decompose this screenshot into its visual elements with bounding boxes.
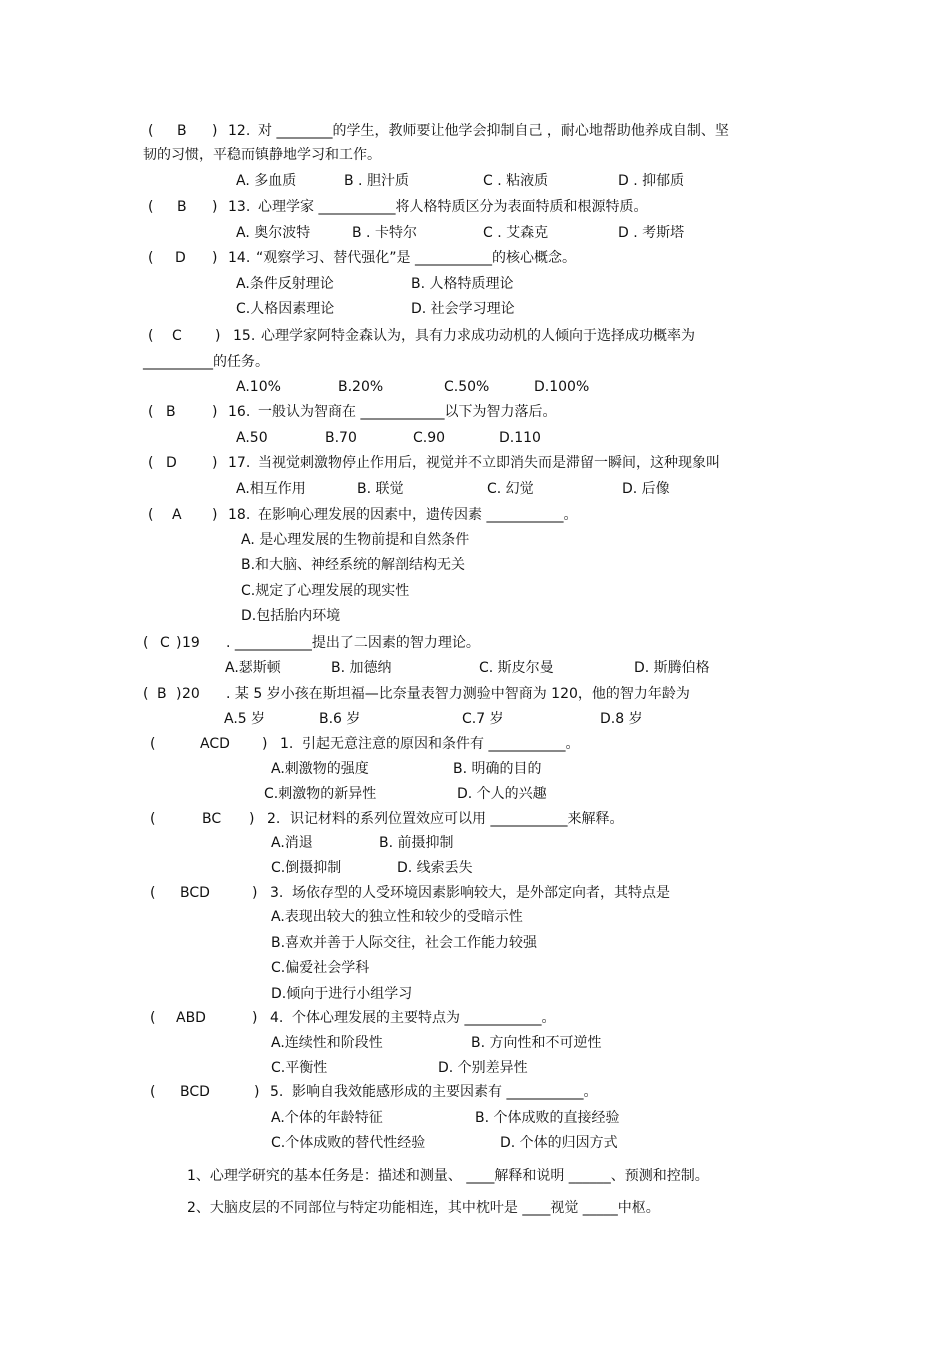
answer: D bbox=[166, 455, 177, 471]
option-a: A.消退 bbox=[271, 835, 313, 851]
option-b: B.6 岁 bbox=[319, 711, 361, 727]
option-a: A. 奥尔波特 bbox=[236, 225, 311, 241]
answer: B bbox=[177, 199, 187, 215]
option-c: C.刺激物的新异性 bbox=[264, 786, 377, 802]
option-c: C.偏爱社会学科 bbox=[271, 960, 370, 976]
option-a: A. 多血质 bbox=[236, 173, 297, 189]
option-a: A.表现出较大的独立性和较少的受暗示性 bbox=[271, 909, 523, 925]
option-b: B. 加德纳 bbox=[331, 660, 392, 676]
question-number: 17. bbox=[228, 455, 251, 471]
option-c: C.规定了心理发展的现实性 bbox=[241, 583, 410, 599]
option-a: A.个体的年龄特征 bbox=[271, 1110, 383, 1126]
bracket-open: ( bbox=[150, 1084, 156, 1100]
fill-question-2: 2、大脑皮层的不同部位与特定功能相连，其中枕叶是 ____视觉 _____中枢。 bbox=[187, 1200, 660, 1216]
option-c: C.7 岁 bbox=[462, 711, 504, 727]
option-b: B. 联觉 bbox=[357, 481, 404, 497]
option-c: C.90 bbox=[413, 430, 446, 446]
option-a: A.5 岁 bbox=[224, 711, 266, 727]
question-stem: 心理学家 ___________将人格特质区分为表面特质和根源特质。 bbox=[258, 199, 648, 215]
bracket-open: ( bbox=[143, 635, 149, 651]
question-number: 15. bbox=[233, 328, 256, 344]
question-number: 3. bbox=[270, 885, 284, 901]
option-c: C . 粘液质 bbox=[483, 173, 549, 189]
question-stem: 心理学家阿特金森认为，具有力求成功动机的人倾向于选择成功概率为 bbox=[261, 328, 695, 344]
question-stem-cont: __________的任务。 bbox=[143, 354, 269, 370]
option-a: A.连续性和阶段性 bbox=[271, 1035, 383, 1051]
answer: A bbox=[172, 507, 182, 523]
question-stem: . ___________提出了二因素的智力理论。 bbox=[226, 635, 480, 651]
option-c: C. 斯皮尔曼 bbox=[479, 660, 554, 676]
option-c: C . 艾森克 bbox=[483, 225, 549, 241]
option-d: D. 个体的归因方式 bbox=[500, 1135, 618, 1151]
bracket-open: ( bbox=[150, 1010, 156, 1026]
option-a: A.相互作用 bbox=[236, 481, 306, 497]
option-d: D. 斯腾伯格 bbox=[634, 660, 710, 676]
option-d: D. 线索丢失 bbox=[397, 860, 473, 876]
question-stem: 引起无意注意的原因和条件有 ___________。 bbox=[302, 736, 580, 752]
answer: C bbox=[160, 635, 170, 651]
option-c: C.倒摄抑制 bbox=[271, 860, 342, 876]
bracket-close: ) bbox=[254, 1084, 260, 1100]
question-number: 18. bbox=[228, 507, 251, 523]
option-a: A.50 bbox=[236, 430, 268, 446]
option-c: C.个体成败的替代性经验 bbox=[271, 1135, 426, 1151]
option-b: B. 个体成败的直接经验 bbox=[475, 1110, 620, 1126]
question-stem: 对 ________的学生，教师要让他学会抑制自己 ，耐心地帮助他养成自制、坚 bbox=[258, 123, 729, 139]
question-number: 13. bbox=[228, 199, 251, 215]
option-c: C.50% bbox=[444, 379, 490, 395]
bracket-close: ) bbox=[252, 885, 258, 901]
option-c: C.人格因素理论 bbox=[236, 301, 335, 317]
question-number: 2. bbox=[267, 811, 281, 827]
answer: ABD bbox=[176, 1010, 206, 1026]
question-number: 14. bbox=[228, 250, 251, 266]
bracket-close: ) bbox=[212, 507, 218, 523]
bracket-close: ) bbox=[212, 404, 218, 420]
option-d: D. 后像 bbox=[622, 481, 670, 497]
question-number: 5. bbox=[270, 1084, 284, 1100]
question-stem: 识记材料的系列位置效应可以用 ___________来解释。 bbox=[290, 811, 624, 827]
option-b: B. 明确的目的 bbox=[453, 761, 542, 777]
option-d: D.110 bbox=[499, 430, 541, 446]
option-d: D. 社会学习理论 bbox=[411, 301, 515, 317]
question-stem: 个体心理发展的主要特点为 ___________。 bbox=[292, 1010, 556, 1026]
answer: BCD bbox=[180, 1084, 210, 1100]
option-b: B. 方向性和不可逆性 bbox=[471, 1035, 602, 1051]
option-a: A.条件反射理论 bbox=[236, 276, 334, 292]
question-stem: 场依存型的人受环境因素影响较大，是外部定向者，其特点是 bbox=[292, 885, 670, 901]
bracket-open: ( bbox=[148, 199, 154, 215]
bracket-close: ) bbox=[212, 123, 218, 139]
option-d: D.倾向于进行小组学习 bbox=[271, 986, 413, 1002]
bracket-close: ) bbox=[215, 328, 221, 344]
answer: B bbox=[157, 686, 167, 702]
answer: D bbox=[175, 250, 186, 266]
option-c: C.平衡性 bbox=[271, 1060, 328, 1076]
option-d: D.8 岁 bbox=[600, 711, 643, 727]
bracket-close: ) bbox=[212, 199, 218, 215]
option-d: D. 个人的兴趣 bbox=[457, 786, 547, 802]
option-a: A.10% bbox=[236, 379, 281, 395]
option-b: B. 前摄抑制 bbox=[379, 835, 454, 851]
question-stem: 在影响心理发展的因素中，遗传因素 ___________。 bbox=[258, 507, 578, 523]
bracket-close: ) bbox=[212, 455, 218, 471]
answer: C bbox=[172, 328, 182, 344]
question-stem: 当视觉刺激物停止作用后，视觉并不立即消失而是滞留一瞬间，这种现象叫 bbox=[258, 455, 720, 471]
answer: BC bbox=[202, 811, 222, 827]
question-number: 19 bbox=[182, 635, 200, 651]
bracket-close: ) bbox=[176, 635, 182, 651]
option-b: B.20% bbox=[338, 379, 384, 395]
bracket-open: ( bbox=[148, 404, 154, 420]
option-a: A.瑟斯顿 bbox=[225, 660, 281, 676]
bracket-close: ) bbox=[176, 686, 182, 702]
question-stem: 影响自我效能感形成的主要因素有 ___________。 bbox=[292, 1084, 598, 1100]
option-a: A. 是心理发展的生物前提和自然条件 bbox=[241, 532, 470, 548]
bracket-open: ( bbox=[150, 885, 156, 901]
option-b: B.和大脑、神经系统的解剖结构无关 bbox=[241, 557, 466, 573]
question-stem: “观察学习、替代强化”是 ___________的核心概念。 bbox=[256, 250, 576, 266]
answer: B bbox=[177, 123, 187, 139]
option-d: D . 抑郁质 bbox=[618, 173, 685, 189]
question-number: 1. bbox=[280, 736, 294, 752]
bracket-open: ( bbox=[150, 736, 156, 752]
bracket-close: ) bbox=[262, 736, 268, 752]
fill-question-1: 1、心理学研究的基本任务是：描述和测量、 ____解释和说明 ______、预测和控制。 bbox=[187, 1168, 709, 1184]
bracket-open: ( bbox=[148, 455, 154, 471]
question-stem: . 某 5 岁小孩在斯坦福—比奈量表智力测验中智商为 120，他的智力年龄为 bbox=[226, 686, 690, 702]
question-number: 4. bbox=[270, 1010, 284, 1026]
answer: B bbox=[166, 404, 176, 420]
answer: BCD bbox=[180, 885, 210, 901]
option-d: D . 考斯塔 bbox=[618, 225, 685, 241]
option-b: B.喜欢并善于人际交往，社会工作能力较强 bbox=[271, 935, 538, 951]
question-number: 20 bbox=[182, 686, 200, 702]
bracket-open: ( bbox=[143, 686, 149, 702]
answer: ACD bbox=[200, 736, 230, 752]
option-b: B.70 bbox=[325, 430, 357, 446]
bracket-close: ) bbox=[212, 250, 218, 266]
question-stem-cont: 韧的习惯，平稳而镇静地学习和工作。 bbox=[143, 147, 381, 163]
question-number: 12. bbox=[228, 123, 251, 139]
option-c: C. 幻觉 bbox=[487, 481, 534, 497]
option-d: D.包括胎内环境 bbox=[241, 608, 341, 624]
bracket-open: ( bbox=[148, 123, 154, 139]
option-b: B . 卡特尔 bbox=[352, 225, 417, 241]
bracket-close: ) bbox=[252, 1010, 258, 1026]
option-b: B. 人格特质理论 bbox=[411, 276, 514, 292]
bracket-open: ( bbox=[150, 811, 156, 827]
question-number: 16. bbox=[228, 404, 251, 420]
option-a: A.刺激物的强度 bbox=[271, 761, 369, 777]
question-stem: 一般认为智商在 ____________以下为智力落后。 bbox=[258, 404, 557, 420]
bracket-close: ) bbox=[249, 811, 255, 827]
option-d: D. 个别差异性 bbox=[438, 1060, 528, 1076]
bracket-open: ( bbox=[148, 250, 154, 266]
option-d: D.100% bbox=[534, 379, 590, 395]
bracket-open: ( bbox=[148, 507, 154, 523]
option-b: B . 胆汁质 bbox=[344, 173, 409, 189]
bracket-open: ( bbox=[148, 328, 154, 344]
